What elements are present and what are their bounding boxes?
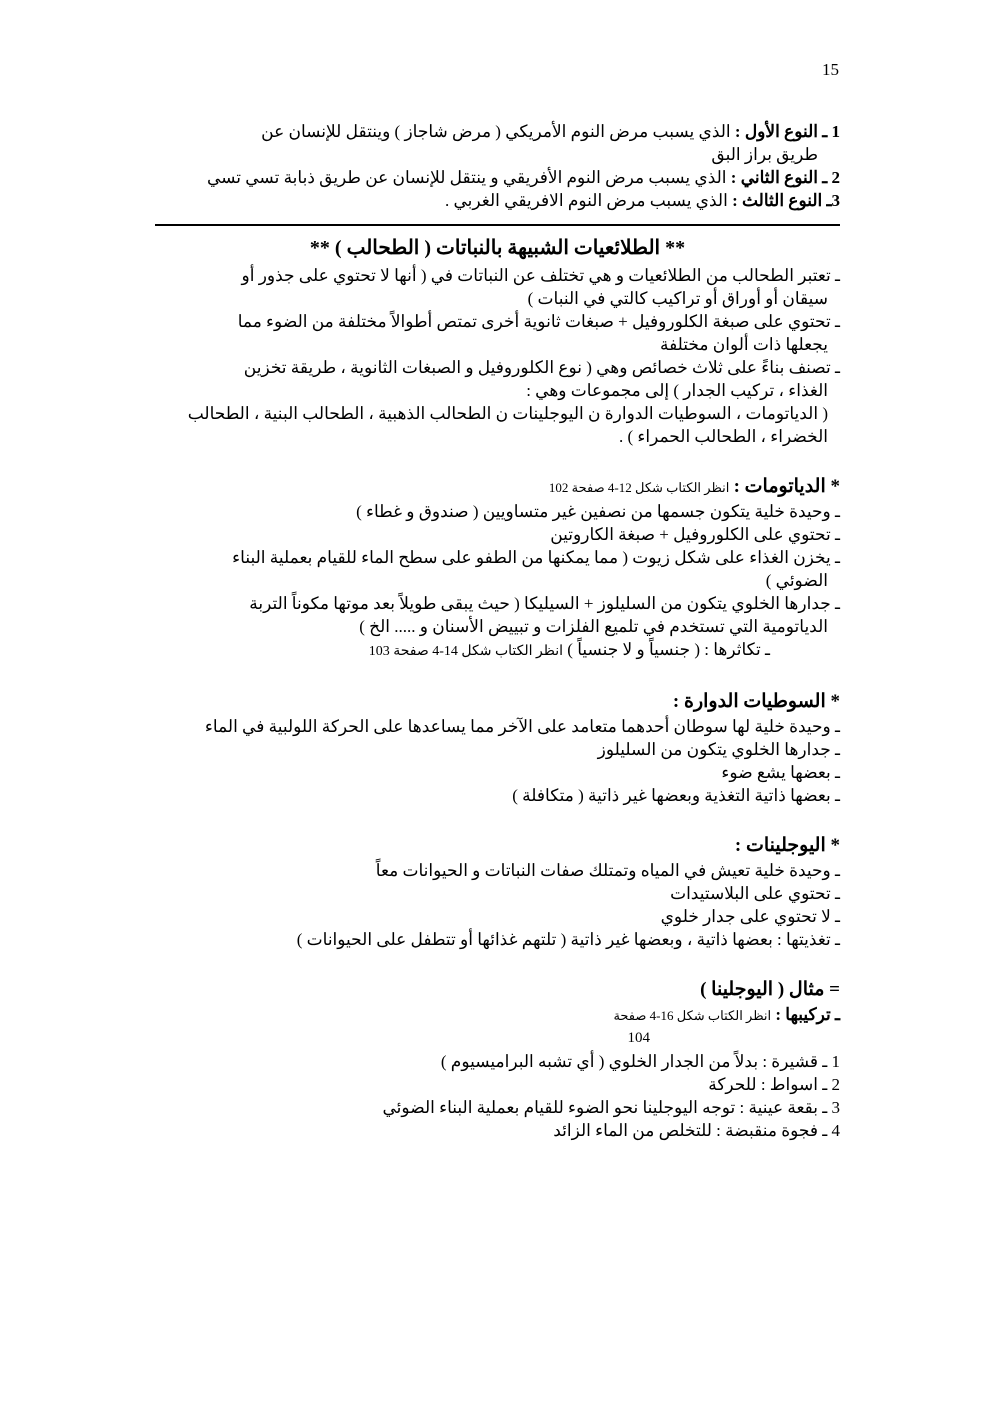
dinoflagellates-line: ـ بعضها يشع ضوء <box>721 763 840 782</box>
diatoms-heading: * الدياتومات : <box>733 476 840 497</box>
diatoms-line: الضوئي ) <box>765 571 828 590</box>
dinoflagellates-line: ـ جدارها الخلوي يتكون من السليلوز <box>597 740 840 759</box>
algae-line: ـ تصنف بناءً على ثلاث خصائص وهي ( نوع الكلوروفيل و الصبغات الثانوية ، طريقة تخزين <box>243 358 840 377</box>
euglena-part: 2 ـ اسواط : للحركة <box>708 1075 840 1094</box>
diatoms-ref: انظر الكتاب شكل 12-4 صفحة 102 <box>548 480 730 495</box>
document-body <box>155 120 840 1142</box>
type-1-line <box>155 120 840 143</box>
diatoms-line: ـ وحيدة خلية يتكون جسمها من نصفين غير متساويين ( صندوق و غطاء ) <box>356 502 840 521</box>
diatoms-reproduction-ref: انظر الكتاب شكل 14-4 صفحة 103 <box>368 644 564 659</box>
euglena-structure-ref: انظر الكتاب شكل 16-4 صفحة <box>613 1008 772 1023</box>
algae-title: ** الطلائعيات الشبيهة بالنباتات ( الطحالب ) ** <box>309 237 686 259</box>
euglena-part: 1 ـ قشيرة : بدلاً من الجدار الخلوي ( أي تشبه البراميسيوم ) <box>440 1052 840 1071</box>
euglenoids-line: ـ وحيدة خلية تعيش في المياه وتمتلك صفات النباتات و الحيوانات معاً <box>375 861 840 880</box>
type-2-line <box>155 166 840 189</box>
algae-line: ـ تحتوي على صبغة الكلوروفيل + صبغات ثانوية أخرى تمتص أطوالاً مختلفة من الضوء مما <box>237 312 840 331</box>
euglena-part: 3 ـ بقعة عينية : توجه اليوجلينا نحو الضوء للقيام بعملية البناء الضوئي <box>382 1098 840 1117</box>
type-3-text: الذي يسبب مرض النوم الافريقي الغربي . <box>445 191 728 210</box>
diatoms-line: ـ يخزن الغذاء على شكل زيوت ( مما يمكنها من الطفو على سطح الماء للقيام بعملية البناء <box>232 548 840 567</box>
euglenoids-line: ـ تغذيتها : بعضها ذاتية ، وبعضها غير ذاتية ( تلتهم غذائها أو تتطفل على الحيوانات ) <box>296 930 840 949</box>
algae-line: يجعلها ذات ألوان مختلفة <box>659 335 828 354</box>
euglena-heading: = مثال ( اليوجلينا ) <box>700 979 840 1000</box>
algae-line: سيقان أو أوراق أو تراكيب كالتي في النبات ) <box>527 289 828 308</box>
type-1-label: 1 ـ النوع الأول : <box>734 122 840 141</box>
diatoms-line: ـ جدارها الخلوي يتكون من السليلوز + السيليكا ( حيث يبقى طويلاً بعد موتها مكوناً التربة <box>249 594 840 613</box>
dinoflagellates-line: ـ بعضها ذاتية التغذية وبعضها غير ذاتية ( متكافلة ) <box>512 786 840 805</box>
euglenoids-line: ـ تحتوي على البلاستيدات <box>670 884 840 903</box>
euglena-part: 4 ـ فجوة منقبضة : للتخلص من الماء الزائد <box>553 1121 840 1140</box>
euglenoids-heading: * اليوجلينات : <box>734 835 840 856</box>
dinoflagellates-heading: * السوطيات الدوارة : <box>672 691 840 712</box>
algae-line: ـ تعتبر الطحالب من الطلائعيات و هي تختلف عن النباتات في ( أنها لا تحتوي على جذور أو <box>241 266 840 285</box>
diatoms-line: ـ تحتوي على الكلوروفيل + صبغة الكاروتين <box>550 525 840 544</box>
dinoflagellates-line: ـ وحيدة خلية لها سوطان أحدهما متعامد على الآخر مما يساعدها على الحركة اللولبية في الماء <box>204 717 840 736</box>
algae-line: الغذاء ، تركيب الجدار ) إلى مجموعات وهي : <box>526 381 828 400</box>
type-1-text: الذي يسبب مرض النوم الأمريكي ( مرض شاجاز ) وينتقل للإنسان عن <box>261 122 731 141</box>
euglena-structure-ref-page: 104 <box>627 1030 650 1046</box>
diatoms-reproduction: ـ تكاثرها : ( جنسياً و لا جنسياً ) <box>567 640 770 659</box>
type-3-line <box>155 189 840 212</box>
euglenoids-line: ـ لا تحتوي على جدار خلوي <box>660 907 840 926</box>
algae-line: الخضراء ، الطحالب الحمراء ) . <box>618 427 828 446</box>
section-divider <box>155 224 840 226</box>
diatoms-line: الدياتومية التي تستخدم في تلميع الفلزات و تبييض الأسنان و ..... الخ ) <box>359 617 828 636</box>
euglena-structure-label: ـ تركيبها : <box>775 1005 840 1024</box>
algae-line: ( الدياتومات ، السوطيات الدوارة ن اليوجلينات ن الطحالب الذهبية ، الطحالب البنية ، الطحالب <box>187 404 828 423</box>
page-number: 15 <box>822 60 839 79</box>
type-2-label: 2 ـ النوع الثاني : <box>730 168 840 187</box>
type-2-text: الذي يسبب مرض النوم الأفريقي و ينتقل للإنسان عن طريق ذبابة تسي تسي <box>206 168 727 187</box>
type-3-label: 3ـ النوع الثالث : <box>732 191 840 210</box>
diatoms-heading-line <box>155 474 840 500</box>
euglena-structure-line <box>155 1003 840 1027</box>
type-1-continuation: طريق براز البق <box>711 145 818 164</box>
diatoms-reproduction-line <box>155 638 840 663</box>
